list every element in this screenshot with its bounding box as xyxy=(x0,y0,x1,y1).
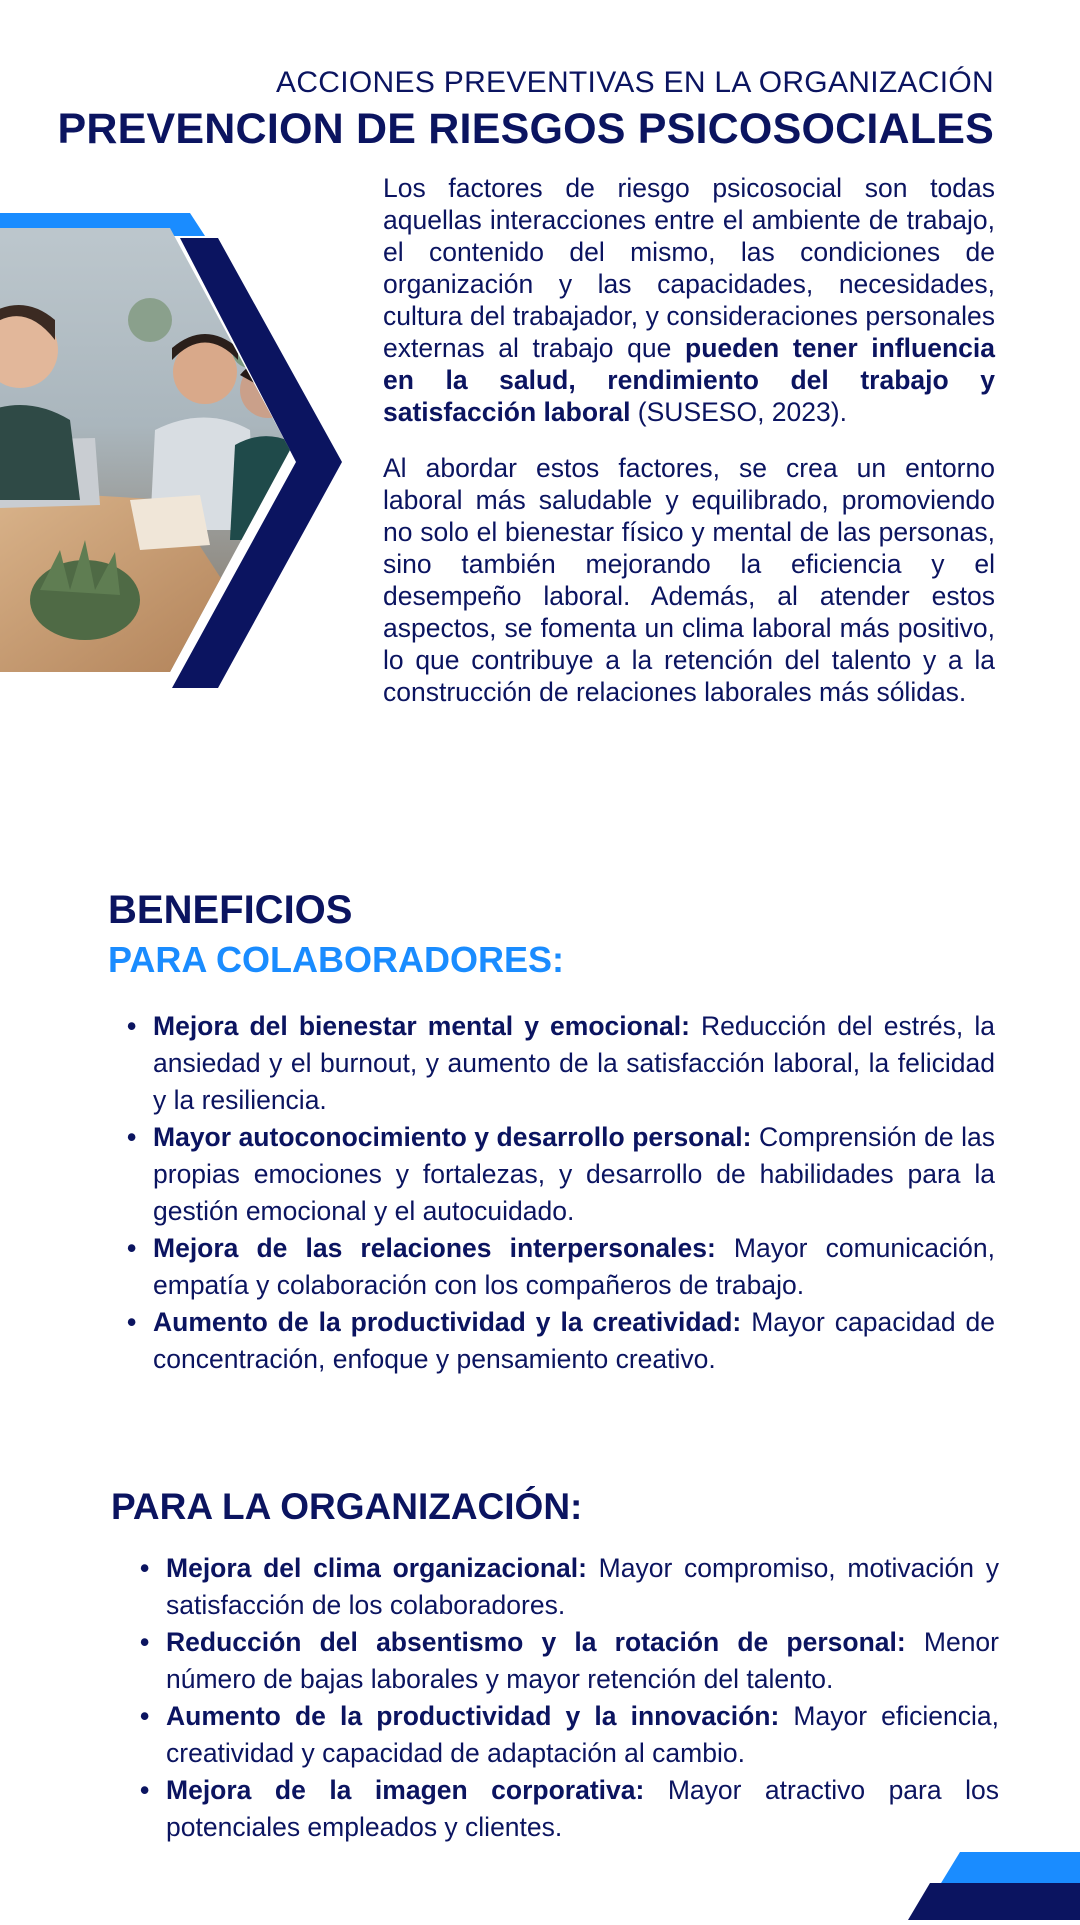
list-item xyxy=(127,1304,995,1378)
intro-paragraph-1 xyxy=(383,172,995,428)
item-bold: Mejora de la imagen corporativa: xyxy=(166,1775,645,1805)
page-title: PREVENCION DE RIESGOS PSICOSOCIALES xyxy=(57,105,994,153)
bullet-icon: • xyxy=(140,1701,150,1731)
list-item xyxy=(127,1230,995,1304)
bullet-icon: • xyxy=(127,1307,137,1337)
intro-text xyxy=(383,172,995,732)
team-meeting-photo xyxy=(0,200,360,700)
item-text: Menor número de bajas laborales y mayor retención del talento. xyxy=(166,1627,999,1694)
corner-decoration xyxy=(760,1850,1080,1920)
bullet-icon: • xyxy=(127,1011,137,1041)
item-text: Mayor capacidad de concentración, enfoque y pensamiento creativo. xyxy=(153,1307,995,1374)
item-bold: Mejora de las relaciones interpersonales: xyxy=(153,1233,716,1263)
collaborators-title: PARA COLABORADORES: xyxy=(108,939,564,980)
list-item xyxy=(140,1624,999,1698)
intro-paragraph-2: Al abordar estos factores, se crea un entorno laboral más saludable y equilibrado, promoviendo no solo el bienestar físico y mental de las personas, sino también mejorando la eficiencia y el desempeño laboral. Además, al atender estos aspectos, se fomenta un clima laboral más positivo, lo que contribuye a la retención del talento y a la construcción de relaciones laborales más sólidas. xyxy=(383,453,995,707)
item-bold: Reducción del absentismo y la rotación de personal: xyxy=(166,1627,906,1657)
benefits-title: BENEFICIOS xyxy=(108,888,353,932)
organization-title: PARA LA ORGANIZACIÓN: xyxy=(111,1486,583,1527)
list-item xyxy=(127,1008,995,1119)
list-item xyxy=(140,1550,999,1624)
list-item xyxy=(140,1772,999,1846)
bullet-icon: • xyxy=(140,1553,150,1583)
item-text: Mayor eficiencia, creatividad y capacidad de adaptación al cambio. xyxy=(166,1701,999,1768)
bullet-icon: • xyxy=(140,1627,150,1657)
intro-p1-tail: (SUSESO, 2023). xyxy=(630,397,847,427)
organization-list xyxy=(140,1550,999,1846)
intro-p1-text: Los factores de riesgo psicosocial son todas aquellas interacciones entre el ambiente de trabajo, el contenido del mismo, las condiciones de organización y las capacidades, necesidades, cultura del trabajador, y consideraciones personales externas al trabajo que xyxy=(383,173,995,363)
item-bold: Aumento de la productividad y la innovación: xyxy=(166,1701,780,1731)
item-text: Reducción del estrés, la ansiedad y el burnout, y aumento de la satisfacción laboral, la felicidad y la resiliencia. xyxy=(153,1011,995,1115)
item-bold: Mejora del bienestar mental y emocional: xyxy=(153,1011,690,1041)
bullet-icon: • xyxy=(127,1233,137,1263)
item-bold: Mayor autoconocimiento y desarrollo personal: xyxy=(153,1122,752,1152)
list-item xyxy=(140,1698,999,1772)
item-text: Mayor atractivo para los potenciales empleados y clientes. xyxy=(166,1775,999,1842)
item-bold: Aumento de la productividad y la creatividad: xyxy=(153,1307,742,1337)
bullet-icon: • xyxy=(140,1775,150,1805)
item-text: Mayor compromiso, motivación y satisfacción de los colaboradores. xyxy=(166,1553,999,1620)
bullet-icon: • xyxy=(127,1122,137,1152)
item-text: Mayor comunicación, empatía y colaboración con los compañeros de trabajo. xyxy=(153,1233,995,1300)
collaborators-list xyxy=(127,1008,996,1378)
header-subtitle: ACCIONES PREVENTIVAS EN LA ORGANIZACIÓN xyxy=(276,66,994,99)
header xyxy=(0,62,994,154)
list-item xyxy=(127,1119,996,1230)
intro-p1-bold: pueden tener influencia en la salud, rendimiento del trabajo y satisfacción laboral xyxy=(383,333,995,427)
item-text: Comprensión de las propias emociones y fortalezas, y desarrollo de habilidades para la gestión emocional y el autocuidado. xyxy=(153,1122,996,1226)
item-bold: Mejora del clima organizacional: xyxy=(166,1553,587,1583)
